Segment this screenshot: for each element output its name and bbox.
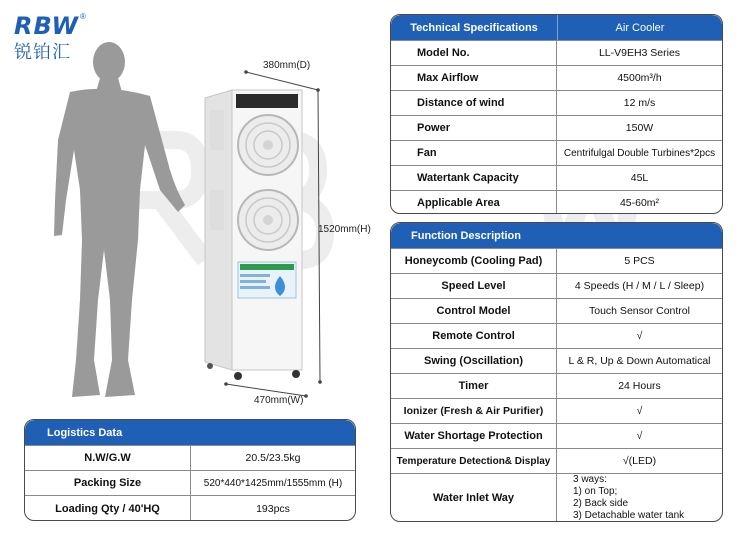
row-value: √ [636, 330, 643, 342]
row-value: 193pcs [256, 502, 290, 515]
function-rows [391, 248, 722, 521]
row-label: Control Model [391, 299, 557, 323]
row-value: 150W [625, 122, 654, 134]
row-value: √(LED) [622, 455, 657, 467]
row-value: √ [636, 430, 643, 442]
table-row [391, 373, 722, 398]
depth-label: 380mm(D) [263, 60, 311, 71]
row-label: Speed Level [391, 274, 557, 298]
logistics-rows [25, 445, 355, 521]
table-row [391, 348, 722, 373]
water-inlet-ways [557, 474, 722, 521]
row-value: 12 m/s [623, 97, 656, 109]
width-label: 470mm(W) [254, 395, 304, 406]
table-row [391, 90, 722, 115]
table-row [391, 398, 722, 423]
function-header [391, 223, 722, 248]
inlet-line: 3) Detachable water tank [573, 509, 685, 521]
table-row [391, 65, 722, 90]
row-value: 4500m³/h [617, 72, 662, 84]
table-row [391, 140, 722, 165]
table-row [391, 190, 722, 214]
row-label: Water Shortage Protection [391, 424, 557, 448]
table-row [391, 423, 722, 448]
inlet-line: 1) on Top; [573, 485, 618, 497]
tech-specs-title: Technical Specifications [410, 21, 538, 34]
row-value: Centrifulgal Double Turbines*2pcs [563, 147, 716, 159]
tech-specs-header [391, 15, 722, 40]
row-label: Applicable Area [391, 191, 557, 214]
function-title: Function Description [411, 229, 521, 242]
row-value: LL-V9EH3 Series [598, 47, 681, 59]
row-label: Honeycomb (Cooling Pad) [391, 249, 557, 273]
row-value: L & R, Up & Down Automatical [568, 355, 711, 367]
row-label: Packing Size [25, 471, 191, 495]
row-label: Ionizer (Fresh & Air Purifier) [391, 399, 557, 423]
table-row [25, 495, 355, 521]
table-row [391, 448, 722, 473]
air-cooler [205, 90, 302, 380]
logo-chinese: 锐铂汇 [14, 42, 71, 63]
tech-specs-rows [391, 40, 722, 214]
row-label: Swing (Oscillation) [391, 349, 557, 373]
row-value: 5 PCS [624, 255, 655, 267]
row-label: Fan [391, 141, 557, 165]
inlet-line: 2) Back side [573, 497, 629, 509]
row-value: 520*440*1425mm/1555mm (H) [203, 477, 343, 489]
row-value: Touch Sensor Control [589, 305, 690, 317]
table-row [391, 273, 722, 298]
row-value: 20.5/23.5kg [245, 452, 301, 464]
logistics-title: Logistics Data [47, 426, 123, 439]
row-label: Max Airflow [391, 66, 557, 90]
row-label: Distance of wind [391, 91, 557, 115]
row-label: Temperature Detection& Display [391, 449, 557, 473]
table-row [391, 115, 722, 140]
logistics-panel [24, 419, 356, 521]
table-row [25, 470, 355, 495]
table-row [391, 165, 722, 190]
row-value: √ [636, 405, 643, 417]
logo-mark: RBW [14, 12, 79, 40]
row-value: 45L [630, 172, 649, 184]
row-label: Power [391, 116, 557, 140]
row-label: Water Inlet Way [391, 474, 557, 521]
height-label: 1520mm(H) [318, 224, 371, 235]
row-label: Remote Control [391, 324, 557, 348]
table-row [391, 323, 722, 348]
row-label: Model No. [391, 41, 557, 65]
table-row [391, 298, 722, 323]
table-row [391, 473, 722, 521]
row-value: 4 Speeds (H / M / L / Sleep) [574, 280, 705, 292]
function-panel [390, 222, 723, 522]
row-label: Loading Qty / 40'HQ [25, 496, 191, 521]
row-value: 24 Hours [618, 380, 661, 392]
logistics-header [25, 420, 355, 445]
row-label: Watertank Capacity [391, 166, 557, 190]
row-label: Timer [391, 374, 557, 398]
table-row [391, 40, 722, 65]
inlet-line: 3 ways: [573, 473, 607, 485]
logo-registered: ® [80, 12, 86, 21]
row-value: 45-60m² [619, 196, 660, 209]
tech-specs-product: Air Cooler [557, 15, 722, 40]
table-row [391, 248, 722, 273]
person-silhouette [54, 42, 185, 397]
table-row [25, 445, 355, 470]
tech-specs-panel [390, 14, 723, 214]
row-label: N.W/G.W [25, 446, 191, 470]
